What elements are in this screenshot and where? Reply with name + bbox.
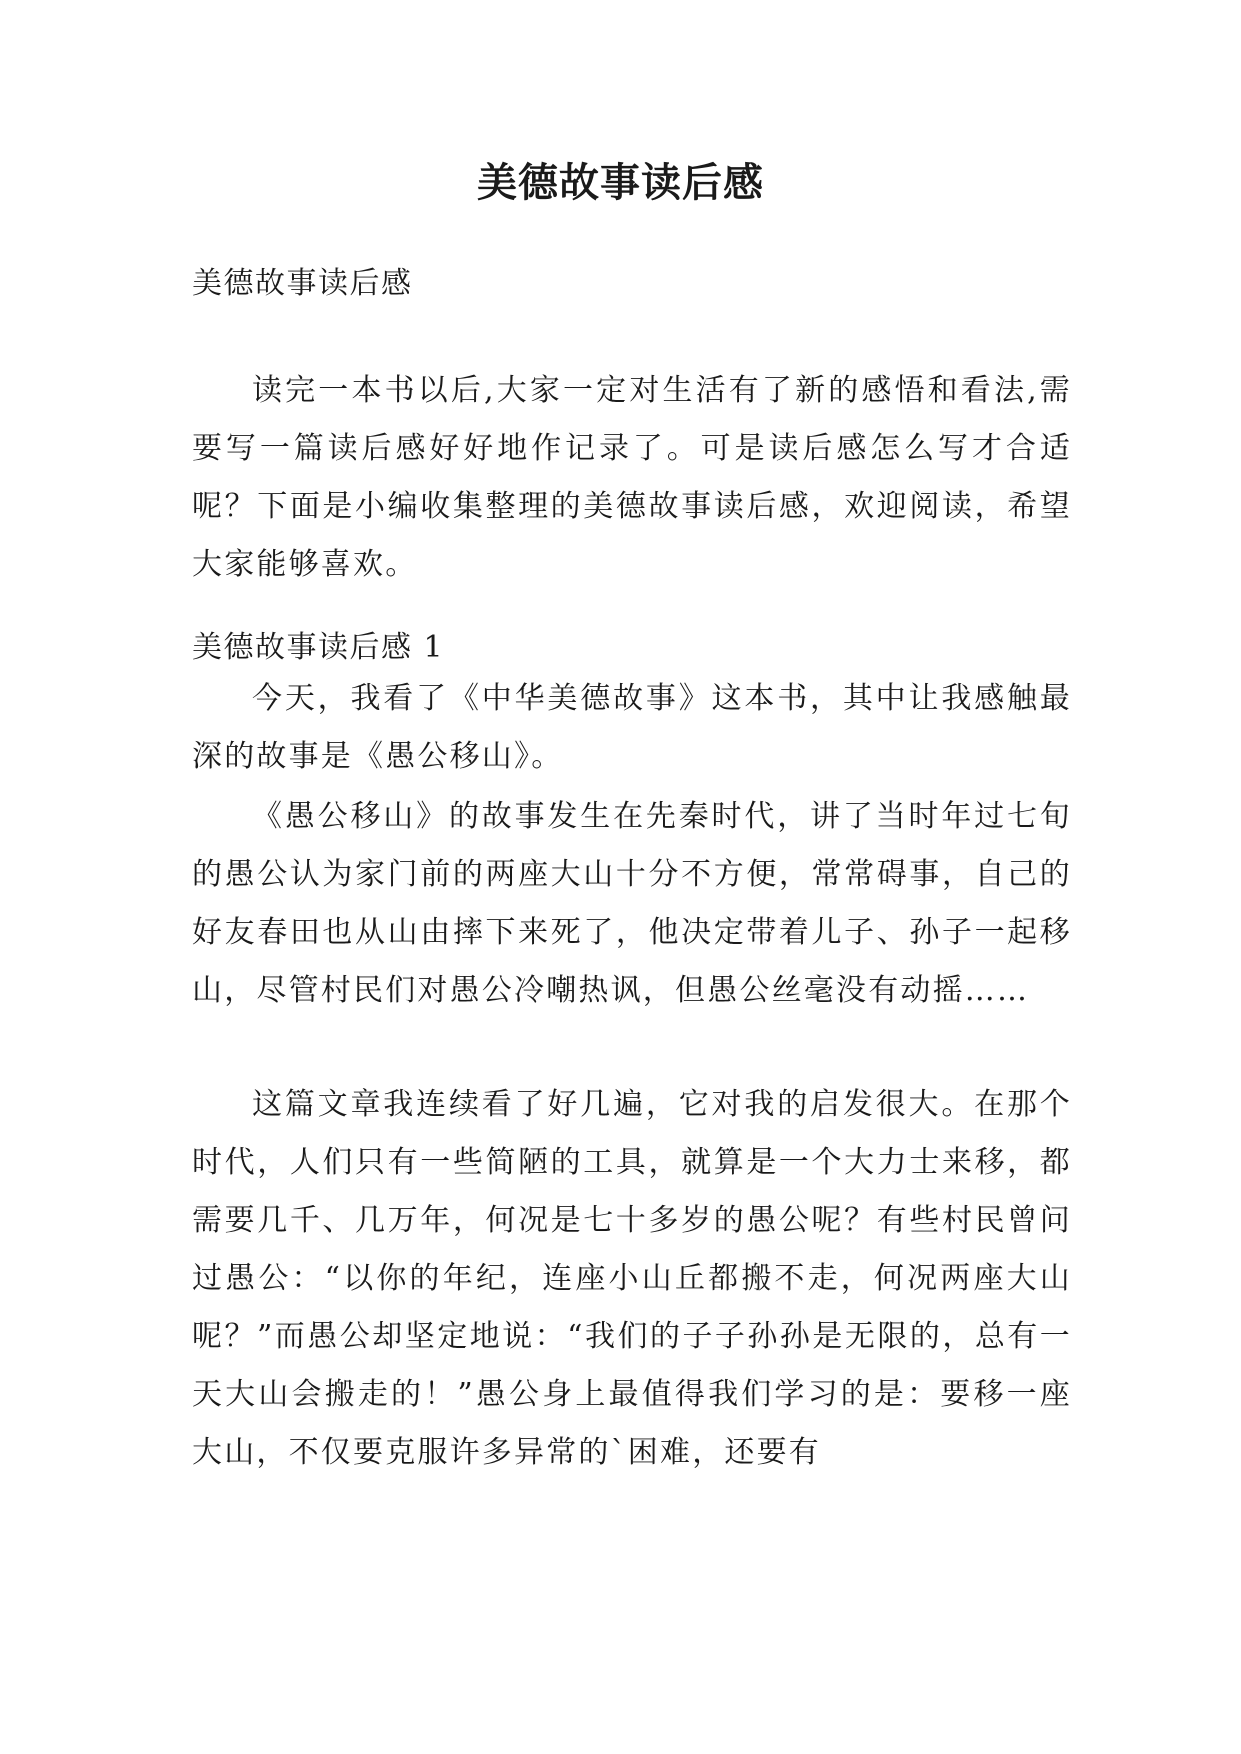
paragraph-2: 《愚公移山》的故事发生在先秦时代，讲了当时年过七旬的愚公认为家门前的两座大山十分不方便，常常碍事，自己的好友春田也从山由摔下来死了，他决定带着儿子、孙子一起移山，尽管村民们对愚公冷嘲热讽，但愚公丝毫没有动摇…… (192, 799, 1072, 1008)
section-heading-1: 美德故事读后感 1 (192, 630, 445, 665)
intro-paragraph: 读完一本书以后,大家一定对生活有了新的感悟和看法,需要写一篇读后感好好地作记录了。可是读后感怎么写才合适呢？下面是小编收集整理的美德故事读后感，欢迎阅读，希望大家能够喜欢。 (192, 373, 1072, 582)
paragraph-1: 今天，我看了《中华美德故事》这本书，其中让我感触最深的故事是《愚公移山》。 (192, 681, 1072, 774)
paragraph-3: 这篇文章我连续看了好几遍，它对我的启发很大。在那个时代，人们只有一些简陋的工具，就算是一个大力士来移，都需要几千、几万年，何况是七十多岁的愚公呢？有些村民曾问过愚公：“以你的年纪，连座小山丘都搬不走，何况两座大山呢？”而愚公却坚定地说：“我们的子子孙孙是无限的，总有一天大山会搬走的！”愚公身上最值得我们学习的是：要移一座大山，不仅要克服许多异常的`困难，还要有 (192, 1087, 1072, 1470)
document-title: 美德故事读后感 (477, 159, 764, 206)
document-subtitle: 美德故事读后感 (192, 266, 413, 301)
